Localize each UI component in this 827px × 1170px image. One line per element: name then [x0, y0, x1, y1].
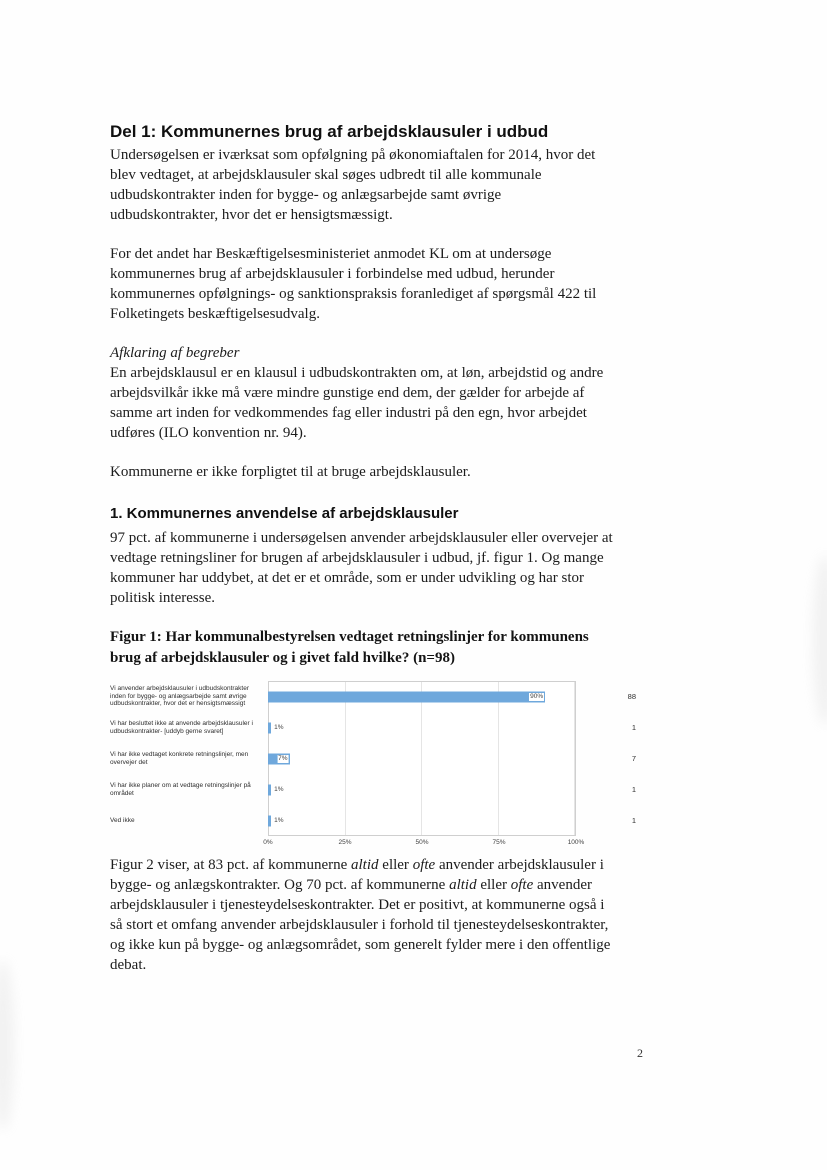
chart-axis-tick-label: 25% [338, 839, 352, 846]
chart-category-label: Vi har ikke planer om at vedtage retningslinjer på området [110, 782, 251, 797]
chart-axis-tick-label: 0% [263, 839, 273, 846]
obligation-note: Kommunerne er ikke forpligtet til at bruge arbejdsklausuler. [110, 464, 471, 480]
chart-count-label: 7 [631, 754, 636, 763]
chart-value-label: 1% [274, 785, 284, 793]
chart-value-label: 1% [274, 816, 284, 824]
text-segment: eller [378, 857, 413, 873]
figure1-chart-axis [263, 839, 585, 851]
chart-axis-tick-label: 75% [492, 839, 506, 846]
chart-value-label: 90% [530, 692, 544, 700]
chart-row [110, 712, 640, 743]
chart-row [110, 743, 640, 774]
chart-bar-track [268, 805, 576, 836]
chart-bar-track [268, 681, 576, 712]
figure-1-title: Figur 1: Har kommunalbestyrelsen vedtaget retningslinjer for kommunens brug af arbejdsklausuler og i givet fald hvilke? (n=98) [110, 629, 589, 666]
chart-row [110, 681, 640, 712]
chart-bar-track [268, 743, 576, 774]
chart-count-label: 1 [631, 723, 636, 732]
page-title: Del 1: Kommunernes brug af arbejdsklausuler i udbud [110, 122, 549, 141]
chart-count-label: 1 [631, 785, 636, 794]
text-segment: eller [476, 877, 511, 893]
intro-paragraph-2: For det andet har Beskæftigelsesministeriet anmodet KL om at undersøge kommunernes brug af arbejdsklausuler i forbindelse med udbud, herunder kommunernes opfølgnings- og sanktionspraksis foranlediget af spørgsmål 422 til Folketingets beskæftigelsesudvalg. [110, 246, 597, 322]
section-1-heading: 1. Kommunernes anvendelse af arbejdsklausuler [110, 505, 459, 522]
chart-category-label: Ved ikke [110, 816, 135, 824]
chart-category-label: Vi har besluttet ikke at anvende arbejdsklausuler i udbudskontrakter- [uddyb gerne svaret] [110, 720, 253, 735]
scan-artifact [0, 960, 14, 1130]
figure-1-chart [110, 681, 640, 851]
chart-category-label: Vi har ikke vedtaget konkrete retningslinjer, men overvejer det [110, 751, 249, 766]
chart-bar [268, 784, 271, 795]
definition-paragraph: En arbejdsklausul er en klausul i udbudskontrakten om, at løn, arbejdstid og andre arbejdsvilkår ikke må være mindre gunstige end dem, der gælder for arbejde af samme art inden for vedkommendes fag eller industri på den egn, hvor arbejdet udføres (ILO konvention nr. 94). [110, 365, 604, 441]
chart-bar [268, 722, 271, 733]
closing-paragraph [110, 855, 613, 975]
chart-bar [268, 815, 271, 826]
text-segment: anvender arbejdsklausuler i tjenesteydelseskontrakter. Det er positivt, at kommunerne også i så stort et omfang anvender arbejdsklausuler i forhold til tjenesteydelseskontrakter, og ikke kun på bygge- og anlægsområdet, som generelt fylder mere i den offentlige debat. [110, 877, 611, 973]
chart-row [110, 774, 640, 805]
emphasized-text: altid [351, 857, 379, 873]
chart-value-label: 7% [278, 754, 288, 762]
chart-bar-track [268, 712, 576, 743]
page-content [110, 120, 636, 994]
chart-bar [268, 691, 545, 702]
chart-count-label: 88 [627, 692, 636, 701]
chart-axis-tick-label: 50% [415, 839, 429, 846]
intro-paragraph-1: Undersøgelsen er iværksat som opfølgning på økonomiaftalen for 2014, hvor det blev vedtaget, at arbejdsklausuler skal søges udbredt til alle kommunale udbudskontrakter inden for bygge- og anlægsarbejde samt øvrige udbudskontrakter, hvor det er hensigtsmæssigt. [110, 147, 596, 223]
chart-count-label: 1 [631, 816, 636, 825]
section-1-paragraph: 97 pct. af kommunerne i undersøgelsen anvender arbejdsklausuler eller overvejer at vedtage retningsliner for brugen af arbejdsklausuler i udbud, jf. figur 1. Og mange kommuner har uddybet, at det er et område, som er under udvikling og har stor politisk interesse. [110, 530, 613, 606]
text-segment: anvender arbejdsklausuler i bygge- og anlægskontrakter. Og 70 pct. af kommunerne [110, 857, 604, 893]
chart-category-label: Vi anvender arbejdsklausuler i udbudskontrakter inden for bygge- og anlægsarbejde samt øvrige udbudskontrakter, hvor det er hensigtsmæssigt [110, 685, 249, 708]
chart-axis-tick-label: 100% [567, 839, 585, 846]
chart-bar-track [268, 774, 576, 805]
text-segment: Figur 2 viser, at 83 pct. af kommunerne [110, 857, 352, 873]
emphasized-text: ofte [510, 877, 534, 893]
chart-row [110, 805, 640, 836]
definition-heading: Afklaring af begreber [110, 345, 240, 361]
scan-artifact [813, 555, 827, 725]
page-number: 2 [637, 1046, 643, 1060]
emphasized-text: altid [449, 877, 477, 893]
emphasized-text: ofte [412, 857, 436, 873]
chart-value-label: 1% [274, 723, 284, 731]
figure1-chart-rows [110, 681, 640, 836]
